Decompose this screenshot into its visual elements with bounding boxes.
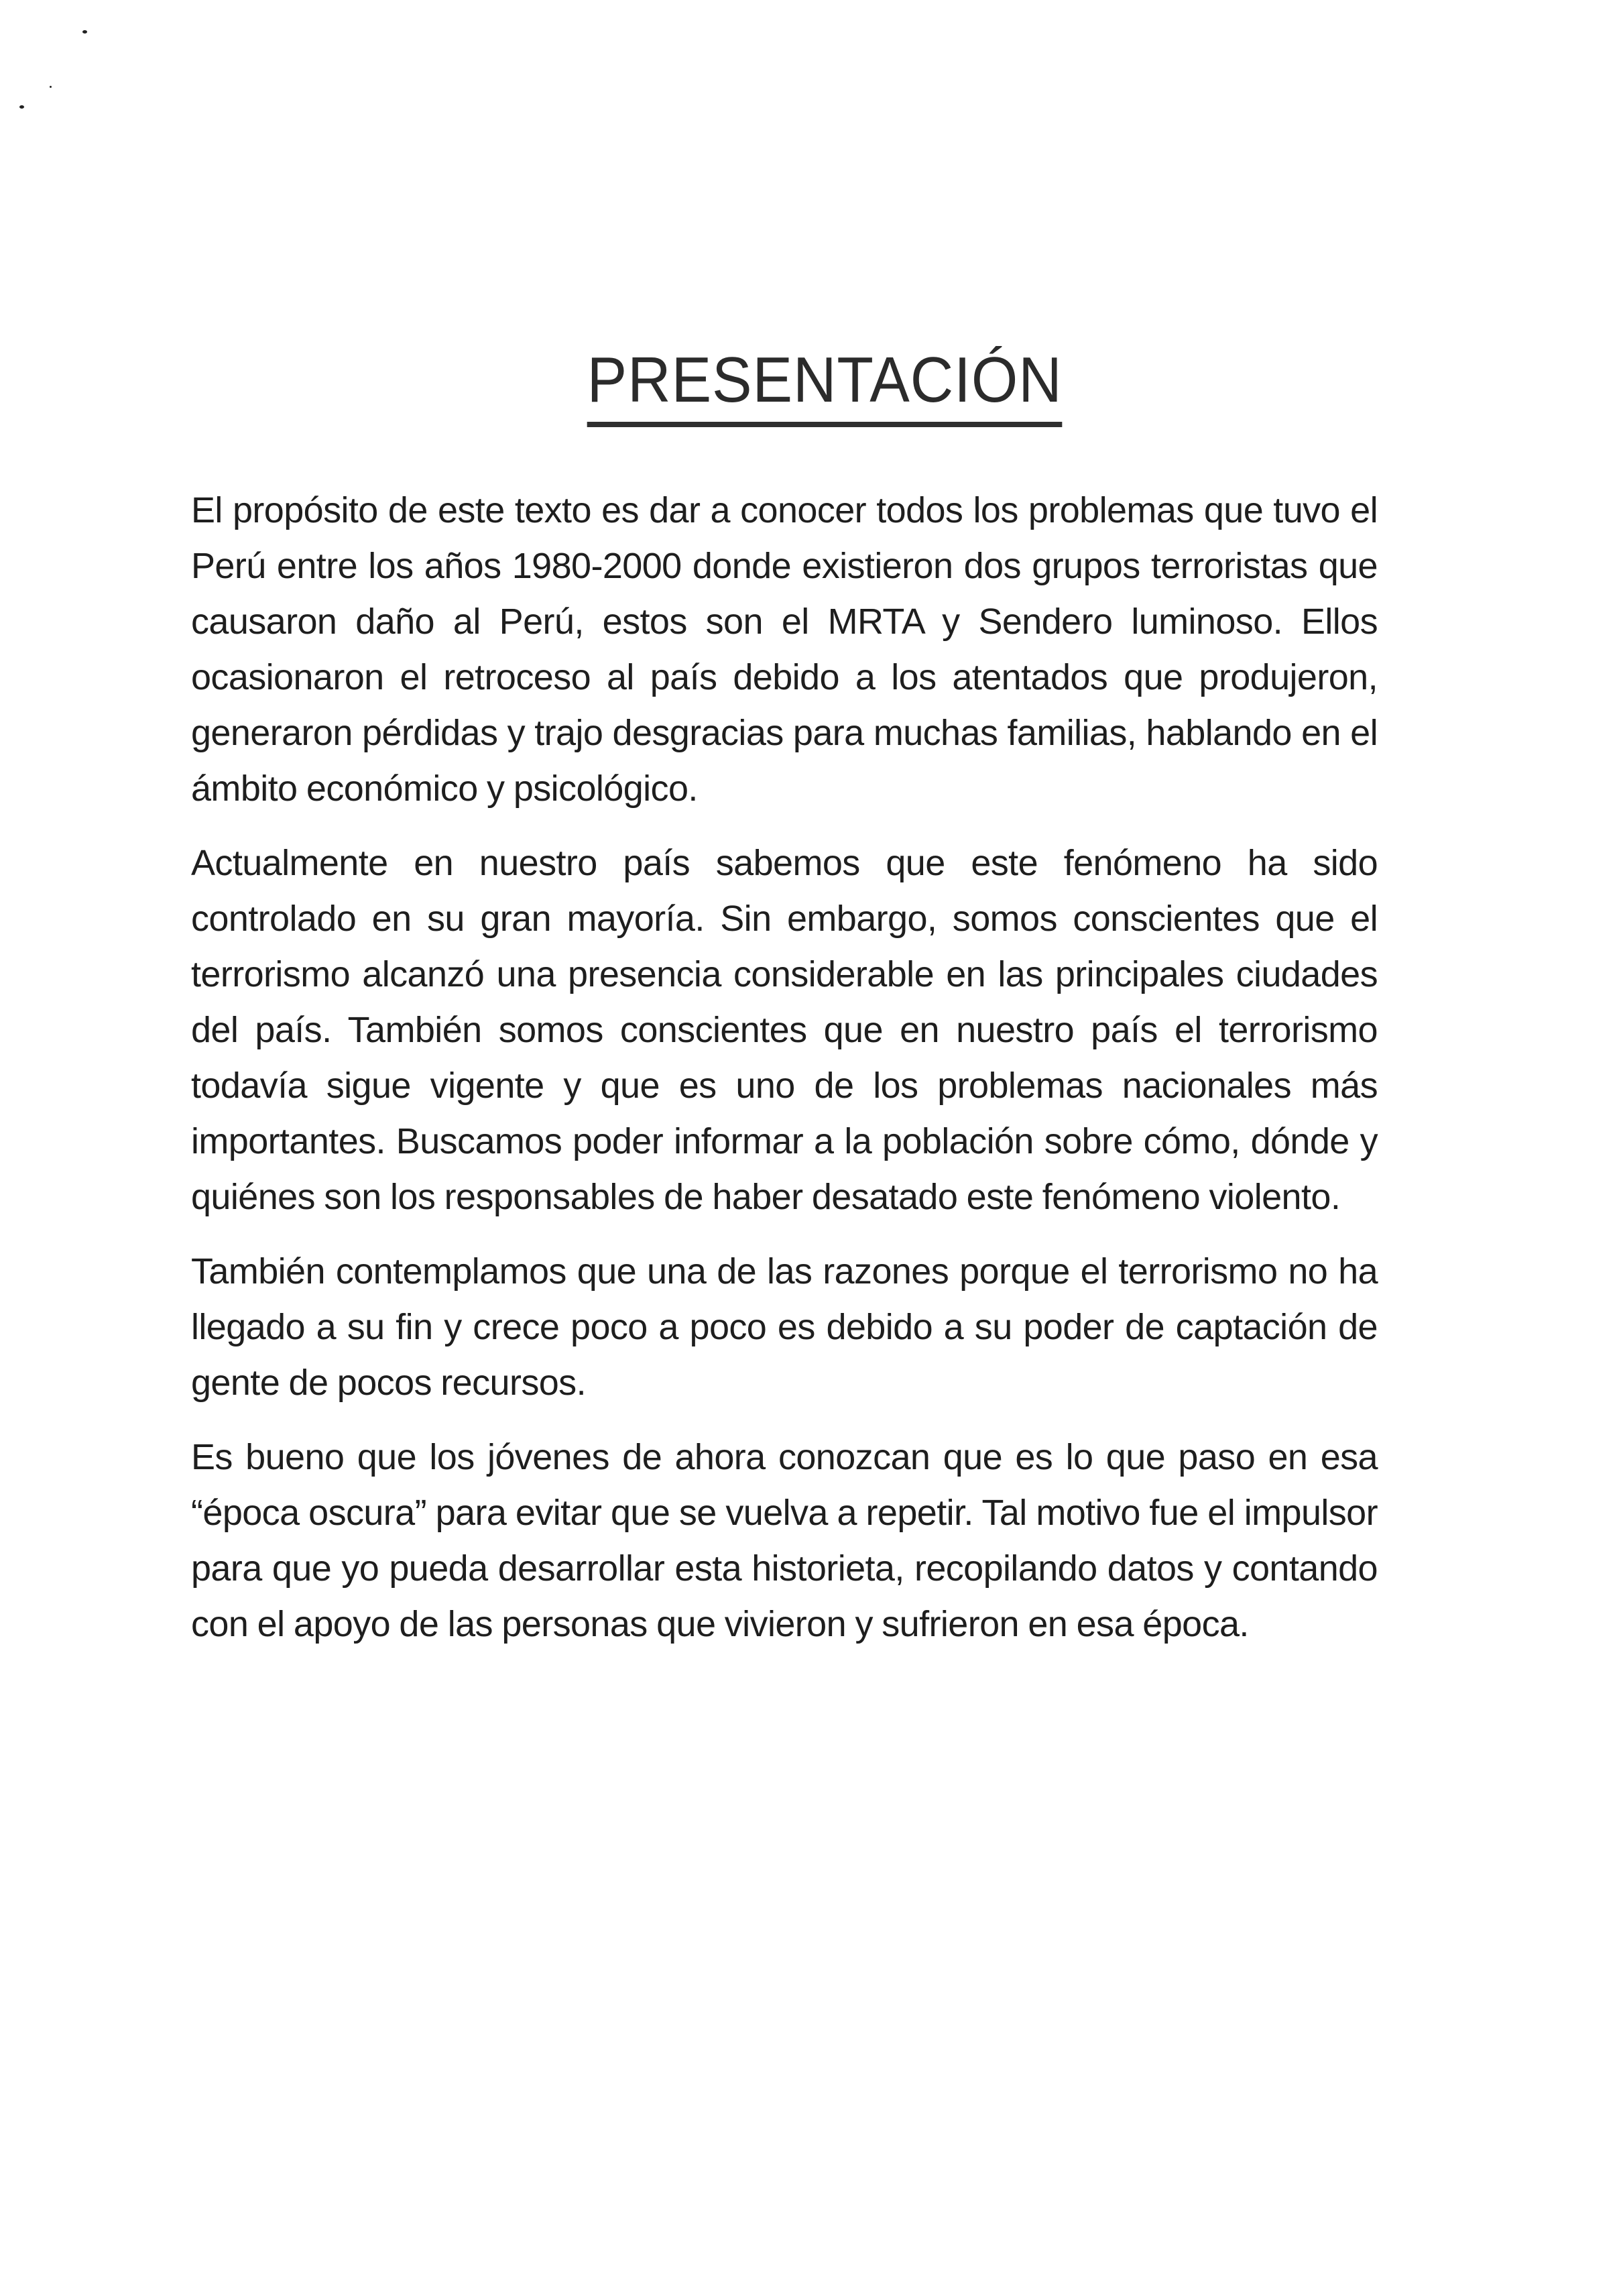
paragraph-2: Actualmente en nuestro país sabemos que este fenómeno ha sido controlado en su gran mayoría. Sin embargo, somos conscientes que el terrorismo alcanzó una presencia considerable en las principales ciudades del país. También somos conscientes que en nuestro país el terrorismo todavía sigue vigente y que es uno de los problemas nacionales más importantes. Buscamos poder informar a la población sobre cómo, dónde y quiénes son los responsables de haber desatado este fenómeno violento. <box>191 843 1378 1217</box>
paragraph-3: También contemplamos que una de las razones porque el terrorismo no ha llegado a su fin y crece poco a poco es debido a su poder de captación de gente de pocos recursos. <box>191 1251 1378 1403</box>
body-text <box>191 483 1378 1671</box>
page-title: PRESENTACIÓN <box>587 348 1063 427</box>
scan-speck <box>50 86 52 88</box>
scan-speck <box>19 105 24 109</box>
paragraph-4: Es bueno que los jóvenes de ahora conozcan que es lo que paso en esa “época oscura” para evitar que se vuelva a repetir. Tal motivo fue el impulsor para que yo pueda desarrollar esta historieta, recopilando datos y contando con el apoyo de las personas que vivieron y sufrieron en esa época. <box>191 1437 1378 1644</box>
title-container <box>0 305 1623 471</box>
paragraph-1: El propósito de este texto es dar a conocer todos los problemas que tuvo el Perú entre los años 1980-2000 donde existieron dos grupos terroristas que causaron daño al Perú, estos son el MRTA y Sendero luminoso. Ellos ocasionaron el retroceso al país debido a los atentados que produjeron, generaron pérdidas y trajo desgracias para muchas familias, hablando en el ámbito económico y psicológico. <box>191 490 1378 809</box>
scan-speck <box>82 30 87 34</box>
